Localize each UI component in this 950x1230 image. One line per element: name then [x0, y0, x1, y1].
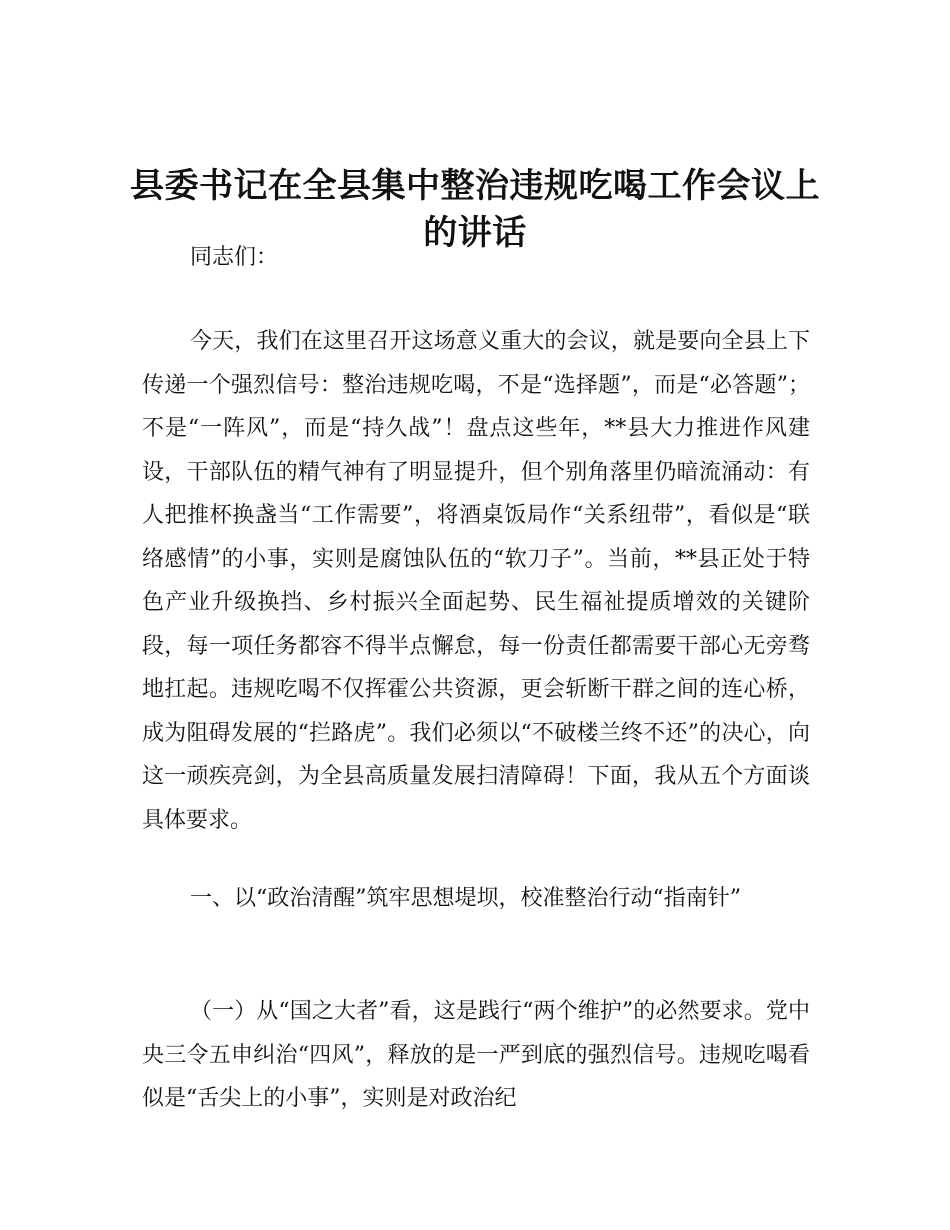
paragraph-2: （一）从“国之大者”看，这是践行“两个维护”的必然要求。党中央三令五申纠治“四风”，释放的是一严到底的强烈信号。违规吃喝看似是“舌尖上的小事”，实则是对政治纪: [142, 999, 810, 1111]
paragraph-1: 今天，我们在这里召开这场意义重大的会议，就是要向全县上下传递一个强烈信号：整治违规吃喝，不是“选择题”，而是“必答题”；不是“一阵风”，而是“持久战”！盘点这些年，**县大力推进作风建设，干部队伍的精气神有了明显提升，但个别角落里仍暗流涌动：有人把推杯换盏当“工作需要”，将酒桌饭局作“关系纽带”，看似是“联络感情”的小事，实则是腐蚀队伍的“软刀子”。当前，**县正处于特色产业升级换挡、乡村振兴全面起势、民生福祉提质增效的关键阶段，每一项任务都容不得半点懈怠，每一份责任都需要干部心无旁骛地扛起。违规吃喝不仅挥霍公共资源，更会斩断干群之间的连心桥，成为阻碍发展的“拦路虎”。我们必须以“不破楼兰终不还”的决心，向这一顽疾亮剑，为全县高质量发展扫清障碍！下面，我从五个方面谈具体要求。: [142, 329, 810, 833]
salutation: 同志们：: [190, 245, 279, 270]
section-heading-1: 一、以“政治清醒”筑牢思想堤坝，校准整治行动“指南针”: [190, 886, 741, 911]
document-title: 县委书记在全县集中整治违规吃喝工作会议上的讲话: [130, 166, 820, 253]
